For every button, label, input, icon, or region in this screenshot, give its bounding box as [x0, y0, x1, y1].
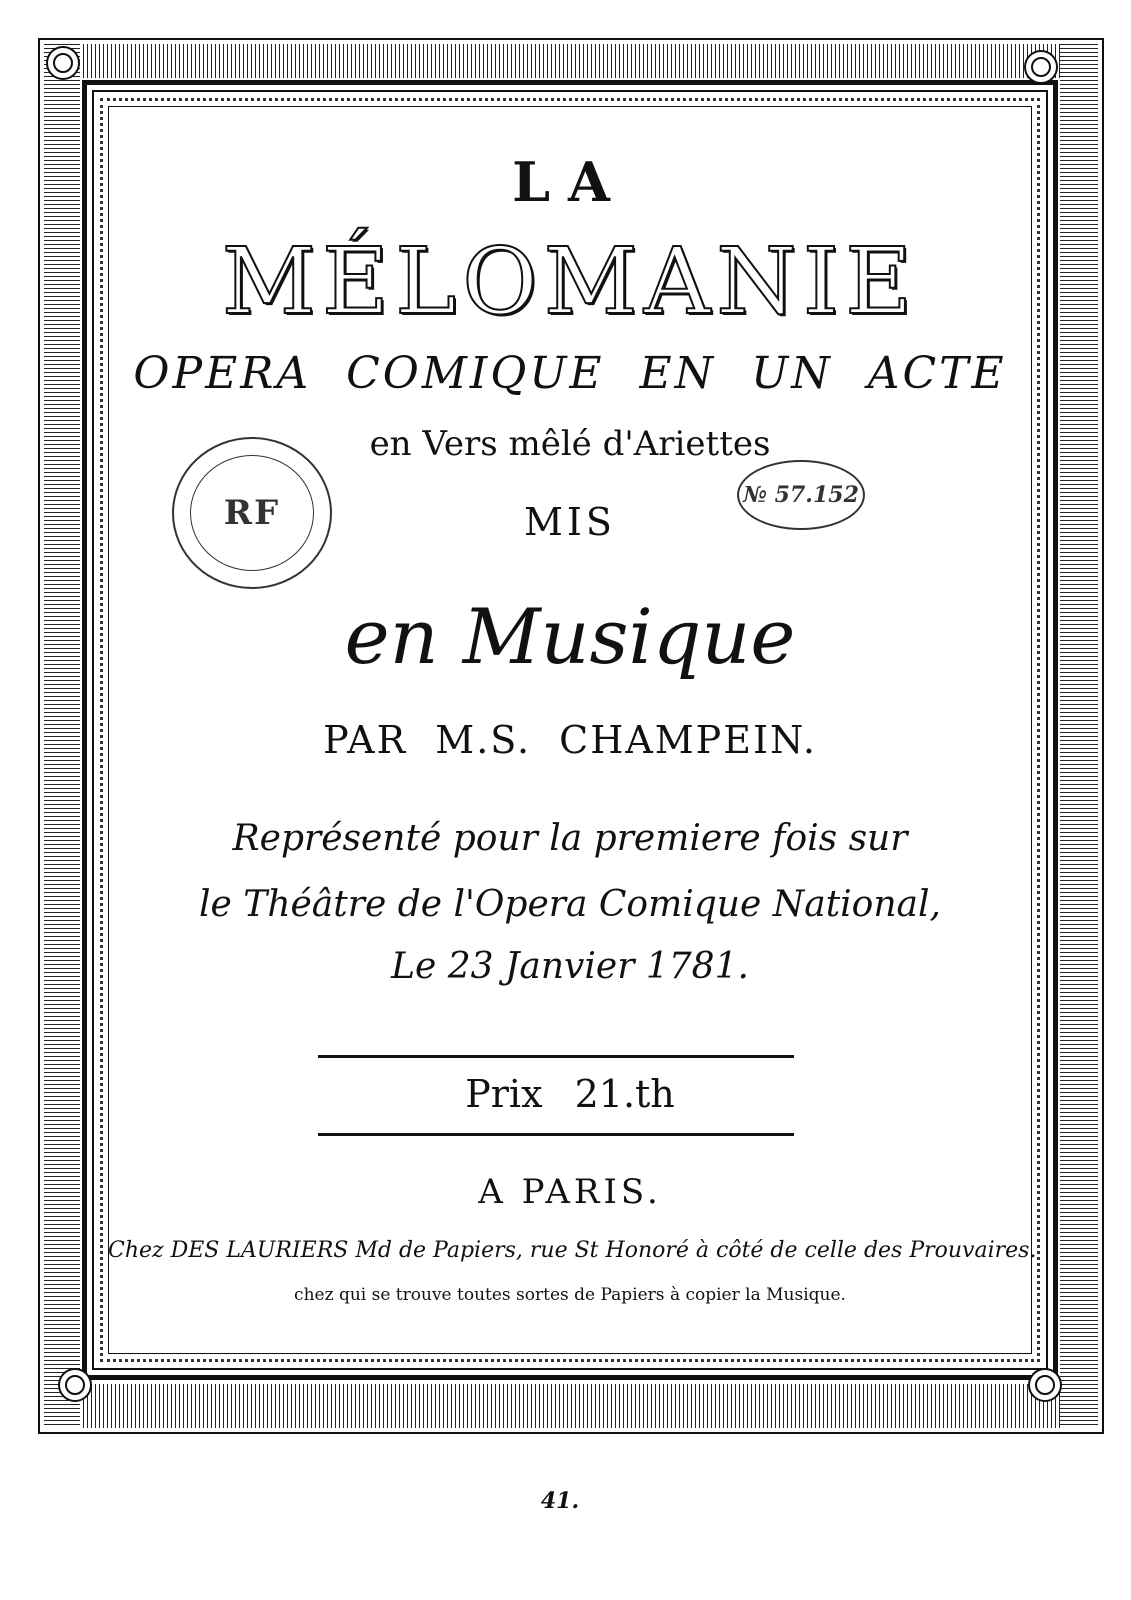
subtitle-mis: MIS	[524, 500, 616, 544]
composer-credit: PAR M.S. CHAMPEIN.	[323, 718, 817, 762]
premiere-line-1: Représenté pour la premiere fois sur	[232, 818, 908, 859]
library-stamp-initials: RF	[223, 493, 281, 533]
place-of-publication: A PARIS.	[478, 1172, 662, 1212]
corner-rosette-icon	[1028, 1368, 1062, 1402]
price-rule-bottom	[318, 1133, 794, 1136]
frame-hatch-right	[1060, 44, 1098, 1428]
subtitle-genre: OPERA COMIQUE EN UN ACTE	[133, 348, 1007, 399]
acquisition-stamp	[737, 460, 865, 530]
subtitle-musique: en Musique	[344, 592, 796, 681]
page-number: 41.	[540, 1488, 580, 1514]
publisher-line: Chez DES LAURIERS Md de Papiers, rue St Honoré à côté de celle des Prouvaires.	[108, 1238, 1037, 1263]
acquisition-number: № 57.152	[743, 482, 859, 508]
corner-rosette-icon	[58, 1368, 92, 1402]
premiere-line-2: le Théâtre de l'Opera Comique National,	[199, 884, 941, 925]
title-main: MÉLOMANIE	[221, 228, 919, 335]
availability-line: chez qui se trouve toutes sortes de Papiers à copier la Musique.	[294, 1285, 846, 1305]
library-stamp-ring	[190, 455, 314, 571]
corner-rosette-icon	[46, 46, 80, 80]
price: Prix 21.th	[465, 1072, 675, 1116]
price-rule-top	[318, 1055, 794, 1058]
corner-rosette-icon	[1024, 50, 1058, 84]
frame-hatch-left	[44, 44, 80, 1428]
subtitle-form: en Vers mêlé d'Ariettes	[369, 424, 771, 464]
frame-hatch-top	[44, 44, 1098, 78]
title-article: LA	[512, 150, 628, 214]
premiere-line-3: Le 23 Janvier 1781.	[391, 946, 749, 987]
frame-hatch-bottom	[44, 1384, 1098, 1428]
